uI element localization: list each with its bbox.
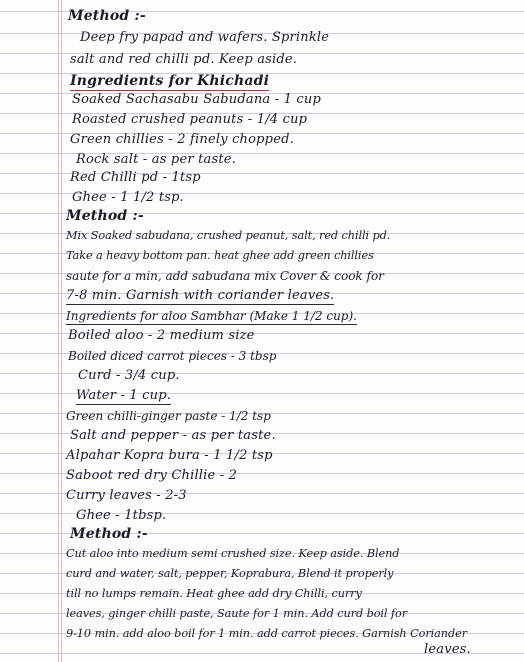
text-line [66,246,524,266]
line-text: Boiled aloo - 2 medium size [68,328,255,343]
line-text: Deep fry papad and wafers. Sprinkle [80,30,330,45]
text-line [66,486,524,506]
text-line [70,524,524,544]
text-line [70,168,524,188]
line-text: Roasted crushed peanuts - 1/4 cup [72,112,308,127]
text-line [66,206,524,226]
line-text: Boiled diced carrot pieces - 3 tbsp [68,349,277,363]
text-line [66,406,524,426]
text-line [66,584,524,604]
line-text: Method :- [66,208,144,224]
text-line [66,266,524,286]
line-text: Mix Soaked sabudana, crushed peanut, salt, red chilli pd. [66,229,391,242]
line-text: till no lumps remain. Heat ghee add dry Chilli, curry [66,587,362,600]
line-text: leaves. [424,642,471,657]
text-line [70,50,524,70]
line-text: curd and water, salt, pepper, Koprabura, Blend it properly [66,567,394,580]
line-text: 9-10 min. add aloo boil for 1 min. add carrot pieces. Garnish Coriander [66,627,467,640]
line-text: Method :- [68,8,146,24]
text-line [70,71,524,91]
line-text: Ingredients for aloo Sambhar (Make 1 1/2 cup). [66,309,357,323]
text-line [72,188,524,208]
text-line [76,506,524,526]
text-line [66,226,524,246]
text-line [66,286,524,306]
line-text: Water - 1 cup. [76,388,172,403]
line-text: Ingredients for Khichadi [70,73,270,89]
line-text: Green chilli-ginger paste - 1/2 tsp [66,409,271,423]
text-line [66,564,524,584]
line-text: Soaked Sachasabu Sabudana - 1 cup [72,92,321,107]
line-text: Salt and pepper - as per taste. [70,428,276,443]
text-line [68,346,524,366]
line-text: Method :- [70,526,148,542]
text-line [76,150,524,170]
text-line [68,326,524,346]
line-text: Green chillies - 2 finely chopped. [70,132,294,147]
line-text: leaves, ginger chilli paste, Saute for 1 min. Add curd boil for [66,607,407,620]
text-line [66,466,524,486]
line-text: Ghee - 1 1/2 tsp. [72,190,185,205]
text-line [70,130,524,150]
line-text: salt and red chilli pd. Keep aside. [70,52,298,67]
line-text: Cut aloo into medium semi crushed size. Keep aside. Blend [66,547,400,560]
line-text: Curry leaves - 2-3 [66,488,187,503]
line-text: Saboot red dry Chillie - 2 [66,468,238,483]
line-text: Red Chilli pd - 1tsp [70,170,201,185]
line-text: Ghee - 1tbsp. [76,508,167,523]
text-line [76,386,524,406]
line-text: Alpahar Kopra bura - 1 1/2 tsp [66,448,273,463]
text-line [70,426,524,446]
text-line [72,110,524,130]
text-line [68,6,524,26]
text-line [66,544,524,564]
line-text: saute for a min, add sabudana mix Cover & cook for [66,269,384,283]
margin-line-inner [61,0,62,662]
text-line [66,306,524,326]
text-line [80,28,524,48]
text-line [72,90,524,110]
text-line [424,640,524,660]
line-text: Rock salt - as per taste. [76,152,236,167]
margin-line [58,0,59,662]
text-line [66,604,524,624]
text-line [66,446,524,466]
line-text: 7-8 min. Garnish with coriander leaves. [66,288,335,303]
text-line [78,366,524,386]
line-text: Curd - 3/4 cup. [78,368,180,383]
line-text: Take a heavy bottom pan. heat ghee add green chillies [66,249,374,262]
